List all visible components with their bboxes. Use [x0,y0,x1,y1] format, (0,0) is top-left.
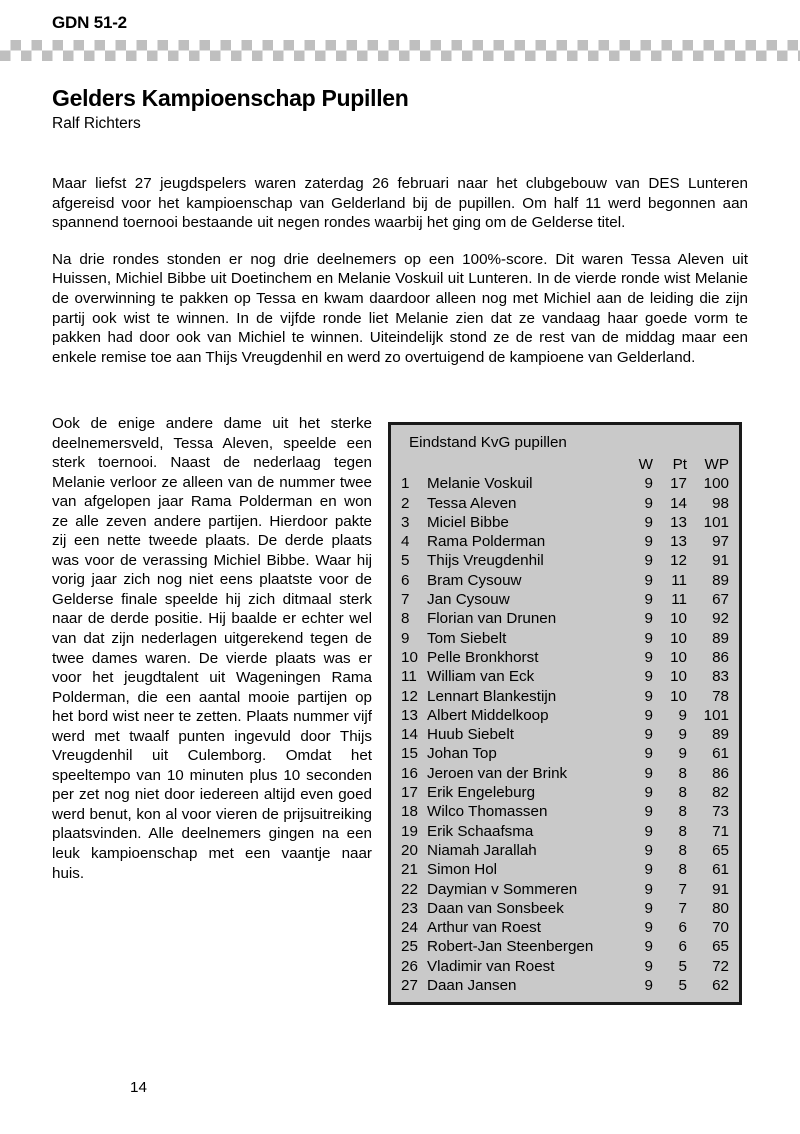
cell-w: 9 [644,977,653,995]
cell-w: 9 [644,494,653,512]
table-row [401,532,729,551]
cell-pt: 10 [670,668,687,686]
page-number: 14 [130,1079,147,1096]
cell-rank: 15 [401,745,418,763]
article-author: Ralf Richters [52,114,141,132]
cell-w: 9 [644,841,653,859]
cell-name: Bram Cysouw [427,571,522,589]
cell-w: 9 [644,764,653,782]
cell-name: Huub Siebelt [427,726,514,744]
table-row [401,899,729,918]
cell-pt: 7 [678,880,687,898]
column-header-rank [401,455,427,474]
table-row [401,880,729,899]
cell-rank: 27 [401,977,418,995]
cell-pt: 8 [678,803,687,821]
cell-name: Lennart Blankestijn [427,687,557,705]
cell-name: Arthur van Roest [427,919,541,937]
cell-pt: 11 [671,571,687,589]
table-row [401,822,729,841]
cell-name: Pelle Bronkhorst [427,648,539,666]
cell-pt: 10 [670,629,687,647]
cell-pt: 8 [678,822,687,840]
cell-wp: 101 [703,513,729,531]
cell-w: 9 [644,610,653,628]
cell-w: 9 [644,552,653,570]
intro-paragraphs [52,174,748,367]
cell-pt: 10 [670,610,687,628]
table-header-row [401,455,729,474]
cell-pt: 6 [678,919,687,937]
cell-wp: 67 [712,591,729,609]
table-row [401,474,729,493]
intro-paragraph-2: Na drie rondes stonden er nog drie deelnemers op een 100%-score. Dit waren Tessa Aleven uit Huissen, Michiel Bibbe uit Doetinchem en Melanie Voskuil uit Lunteren. In de vierde ronde wist Melanie de overwinning te pakken op Tessa en kwam daardoor alleen nog met Michiel aan de leiding die zijn partij ook wist te winnen. In de vijfde ronde liet Melanie zien dat ze vandaag haar goede vorm te pakken had door ook van Michiel te winnen. Uiteindelijk stond ze de rest van de middag maar een enkele remise toe aan Thijs Vreugdenhil en werd zo overtuigend de kampioene van Gelderland. [52,250,748,366]
left-text-column [52,414,372,883]
table-row [401,841,729,860]
cell-w: 9 [644,745,653,763]
cell-name: Johan Top [427,745,497,763]
cell-wp: 62 [712,977,729,995]
running-head: GDN 51-2 [52,13,127,32]
cell-rank: 9 [401,629,410,647]
intro-paragraph-1: Maar liefst 27 jeugdspelers waren zaterdag 26 februari naar het clubgebouw van DES Lunteren afgereisd voor het kampioenschap van Gelderland bij de pupillen. Om half 11 werd begonnen aan spannend toernooi bestaande uit negen rondes waarbij het ging om de Gelderse titel. [52,175,748,232]
cell-pt: 17 [670,475,687,493]
cell-w: 9 [644,571,653,589]
cell-pt: 5 [678,977,687,995]
cell-wp: 73 [712,803,729,821]
cell-name: Thijs Vreugdenhil [427,552,544,570]
table-row [401,918,729,937]
table-row [401,744,729,763]
cell-wp: 97 [712,533,729,551]
table-row [401,937,729,956]
cell-pt: 8 [678,861,687,879]
table-row [401,957,729,976]
cell-w: 9 [644,533,653,551]
cell-pt: 5 [678,957,687,975]
cell-name: Jeroen van der Brink [427,764,568,782]
cell-pt: 12 [670,552,687,570]
cell-wp: 71 [712,822,729,840]
cell-wp: 65 [712,841,729,859]
table-row [401,590,729,609]
cell-wp: 101 [703,706,729,724]
cell-pt: 8 [678,784,687,802]
cell-wp: 61 [712,745,729,763]
cell-rank: 18 [401,803,418,821]
cell-wp: 86 [712,764,729,782]
table-row [401,802,729,821]
cell-rank: 1 [401,475,410,493]
cell-wp: 89 [712,629,729,647]
cell-rank: 13 [401,706,418,724]
table-row [401,976,729,995]
table-row [401,513,729,532]
cell-rank: 4 [401,533,410,551]
cell-name: Niamah Jarallah [427,841,537,859]
cell-w: 9 [644,861,653,879]
cell-rank: 17 [401,784,418,802]
cell-name: Florian van Drunen [427,610,557,628]
cell-name: Wilco Thomassen [427,803,548,821]
cell-rank: 23 [401,899,418,917]
cell-wp: 78 [712,687,729,705]
cell-name: Vladimir van Roest [427,957,555,975]
cell-pt: 14 [670,494,687,512]
column-header-pt: Pt [672,456,687,473]
cell-w: 9 [644,938,653,956]
cell-pt: 10 [670,648,687,666]
cell-rank: 25 [401,938,418,956]
cell-w: 9 [644,957,653,975]
cell-name: Melanie Voskuil [427,475,533,493]
cell-wp: 92 [712,610,729,628]
standings-table [401,455,729,995]
cell-rank: 6 [401,571,410,589]
cell-w: 9 [644,668,653,686]
table-row [401,783,729,802]
body-paragraph: Ook de enige andere dame uit het sterke deelnemersveld, Tessa Aleven, speelde een sterk toernooi. Naast de nederlaag tegen Melanie verloor ze alleen van de nummer twee van afgelopen jaar Rama Polderman en won ze alle zeven andere partijen. Hierdoor pakte zij een nette tweede plaats. De derde plaats was voor de verassing Michiel Bibbe. Waar hij vorig jaar zich nog niet eens plaatste voor de Gelderse finale speelde hij zich ditmaal sterk naar de derde positie. Hij baalde er echter wel van dat zijn nederlagen uitgerekend tegen de twee dames waren. De vierde plaats was er voor het jeugdtalent uit Wageningen Rama Polderman, die een aantal mooie partijen op het bord wist neer te zetten. Plaats nummer vijf werd met twaalf punten ingevuld door Thijs Vreugdenhil uit Culemborg. Omdat het speeltempo van 10 minuten plus 10 seconden per zet nog niet door iedereen altijd even goed werd benut, kon al voor vieren de prijsuitreiking plaatsvinden. Alle deelnemers gingen na een leuk kampioenschap met een vaantje naar huis. [52,415,372,882]
cell-w: 9 [644,784,653,802]
article-title: Gelders Kampioenschap Pupillen [52,85,409,111]
cell-w: 9 [644,880,653,898]
cell-wp: 86 [712,648,729,666]
column-header-wp: WP [704,456,729,473]
table-row [401,648,729,667]
cell-name: Tessa Aleven [427,494,517,512]
table-row [401,706,729,725]
cell-wp: 83 [712,668,729,686]
cell-pt: 8 [678,841,687,859]
cell-rank: 10 [401,648,418,666]
cell-pt: 9 [678,726,687,744]
cell-pt: 6 [678,938,687,956]
cell-name: Daan van Sonsbeek [427,899,564,917]
cell-rank: 21 [401,861,418,879]
cell-name: Erik Engeleburg [427,784,536,802]
cell-name: Robert-Jan Steenbergen [427,938,594,956]
table-row [401,764,729,783]
cell-rank: 22 [401,880,418,898]
cell-wp: 61 [712,861,729,879]
cell-wp: 98 [712,494,729,512]
table-row [401,725,729,744]
cell-w: 9 [644,591,653,609]
table-row [401,551,729,570]
cell-rank: 26 [401,957,418,975]
cell-wp: 89 [712,726,729,744]
standings-table-head [401,455,729,474]
title-block [52,86,752,133]
column-header-name [427,455,627,474]
cell-rank: 16 [401,764,418,782]
cell-w: 9 [644,726,653,744]
cell-name: Daan Jansen [427,977,517,995]
standings-title: Eindstand KvG pupillen [409,434,567,451]
cell-rank: 5 [401,552,410,570]
cell-w: 9 [644,706,653,724]
cell-rank: 11 [401,668,417,686]
cell-rank: 19 [401,822,418,840]
cell-name: Jan Cysouw [427,591,510,609]
cell-w: 9 [644,919,653,937]
cell-pt: 9 [678,745,687,763]
cell-rank: 24 [401,919,418,937]
cell-pt: 13 [670,513,687,531]
cell-wp: 72 [712,957,729,975]
cell-rank: 12 [401,687,418,705]
table-row [401,687,729,706]
cell-pt: 7 [678,899,687,917]
cell-wp: 82 [712,784,729,802]
cell-rank: 2 [401,494,410,512]
cell-w: 9 [644,513,653,531]
table-row [401,571,729,590]
cell-wp: 91 [712,552,729,570]
cell-pt: 8 [678,764,687,782]
cell-w: 9 [644,899,653,917]
cell-w: 9 [644,629,653,647]
cell-wp: 91 [712,880,729,898]
checkerboard-divider [0,40,800,61]
cell-w: 9 [644,475,653,493]
cell-name: Erik Schaafsma [427,822,534,840]
cell-wp: 100 [703,475,729,493]
table-row [401,629,729,648]
cell-rank: 8 [401,610,410,628]
page-header [0,0,800,64]
cell-name: Daymian v Sommeren [427,880,578,898]
cell-name: Albert Middelkoop [427,706,549,724]
cell-rank: 3 [401,513,410,531]
standings-box [388,422,742,1005]
table-row [401,860,729,879]
table-row [401,667,729,686]
cell-name: Rama Polderman [427,533,546,551]
cell-w: 9 [644,803,653,821]
cell-wp: 70 [712,919,729,937]
cell-w: 9 [644,822,653,840]
cell-wp: 80 [712,899,729,917]
column-header-w: W [638,456,653,473]
cell-rank: 20 [401,841,418,859]
cell-pt: 10 [670,687,687,705]
cell-pt: 13 [670,533,687,551]
cell-w: 9 [644,687,653,705]
cell-name: Tom Siebelt [427,629,507,647]
cell-pt: 11 [671,591,687,609]
cell-name: William van Eck [427,668,535,686]
cell-w: 9 [644,648,653,666]
cell-rank: 7 [401,591,410,609]
table-row [401,609,729,628]
cell-name: Simon Hol [427,861,498,879]
cell-wp: 65 [712,938,729,956]
standings-table-body [401,474,729,995]
cell-wp: 89 [712,571,729,589]
cell-name: Miciel Bibbe [427,513,509,531]
cell-pt: 9 [678,706,687,724]
table-row [401,494,729,513]
cell-rank: 14 [401,726,418,744]
